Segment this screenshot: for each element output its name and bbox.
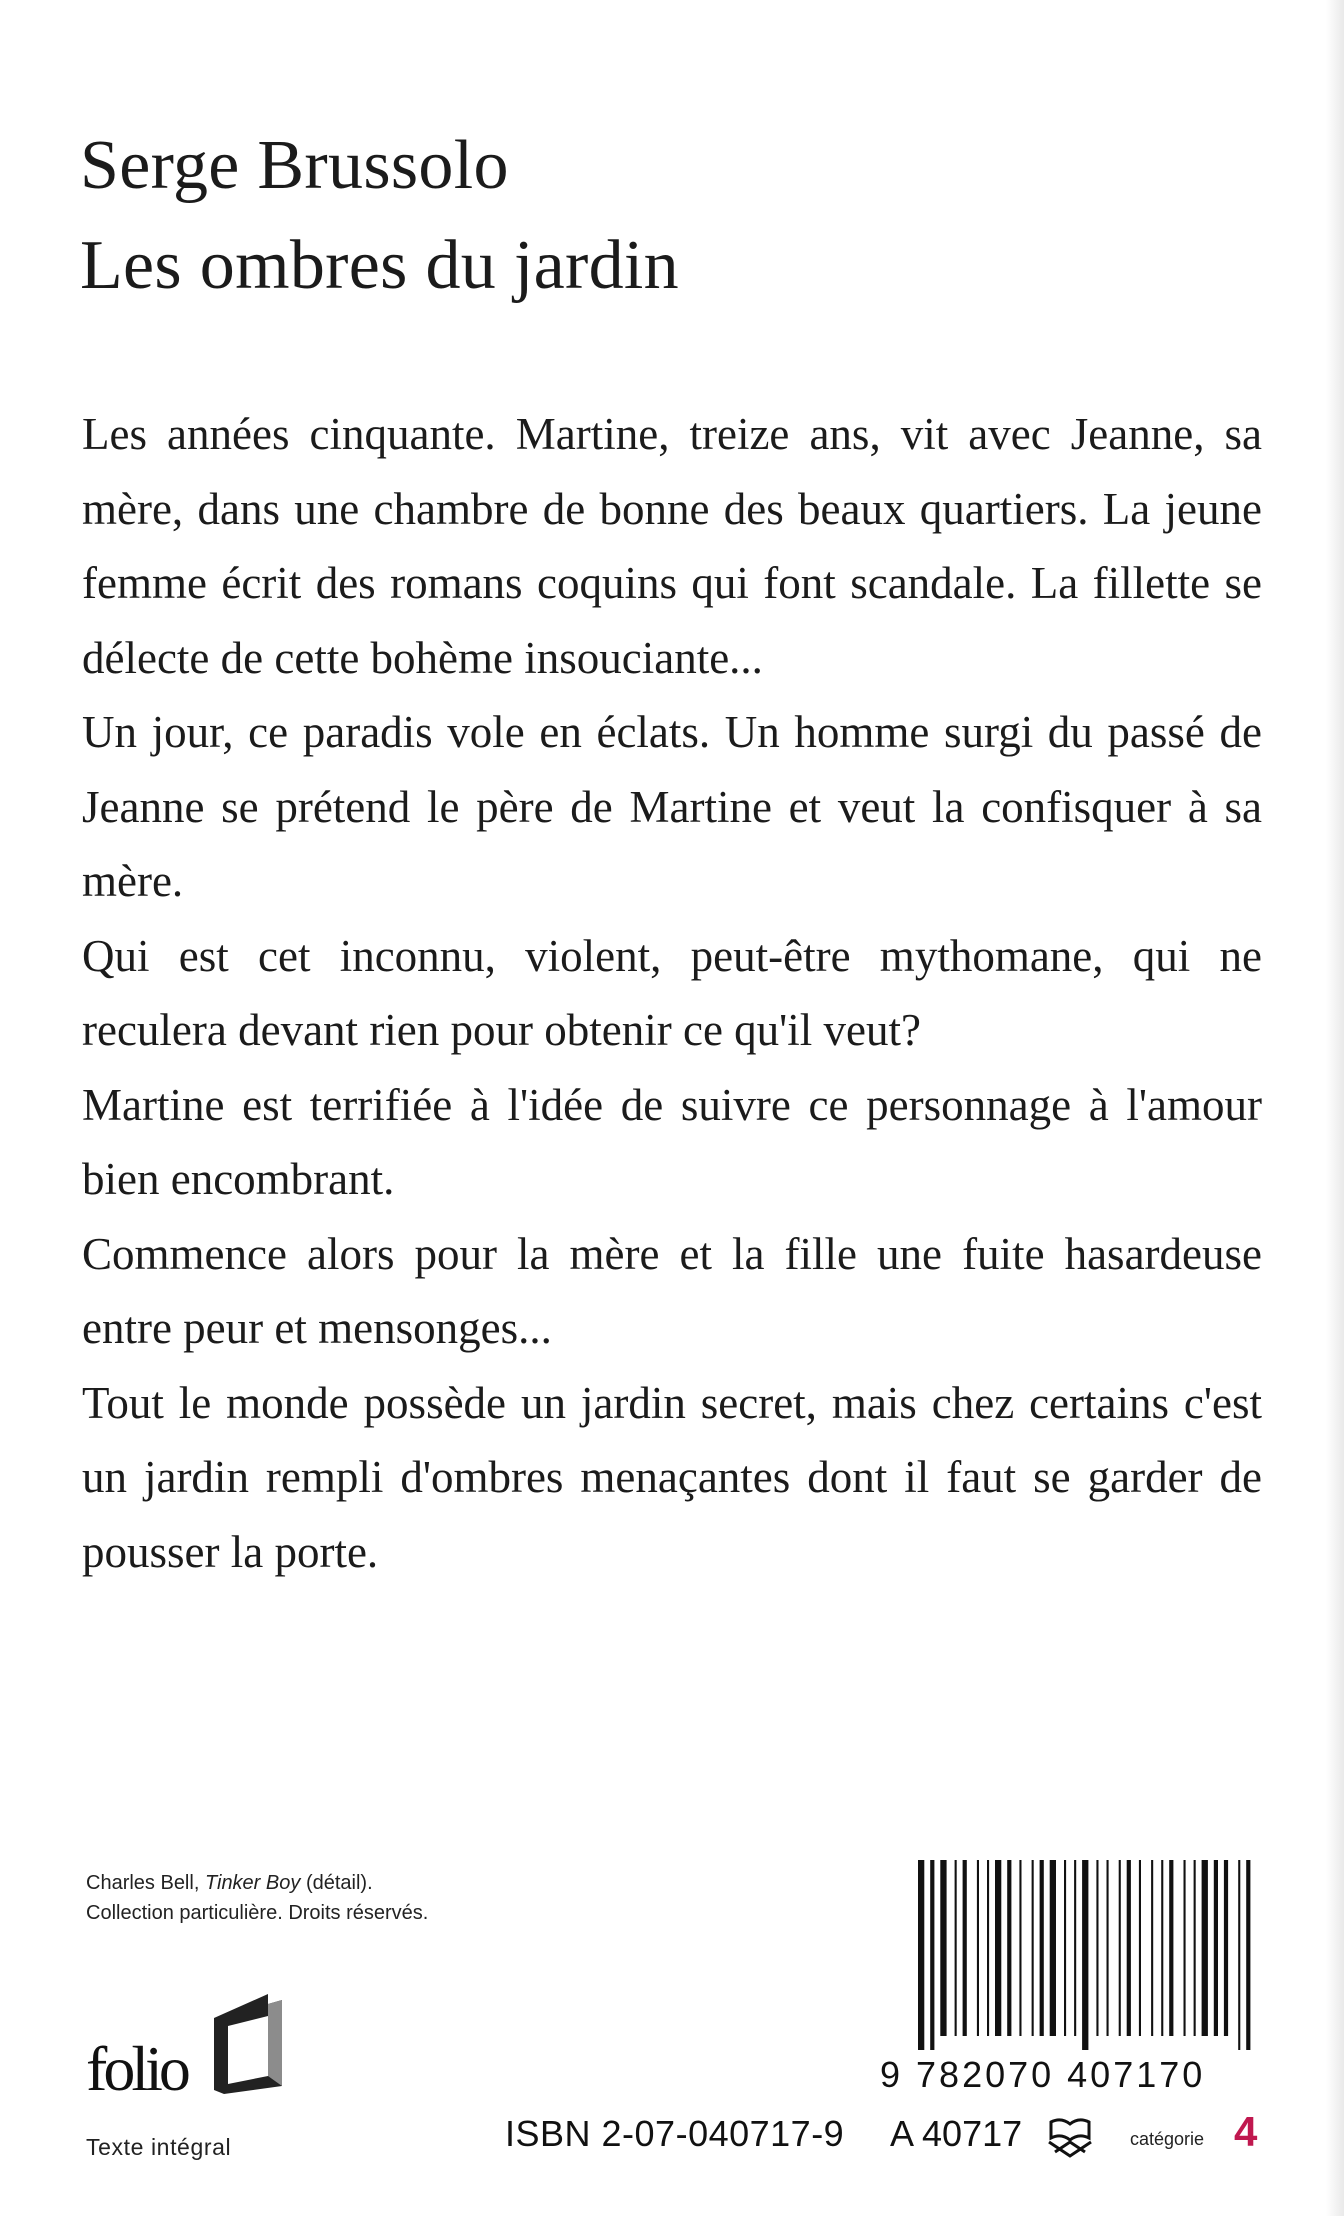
book-title: Les ombres du jardin — [80, 227, 679, 304]
catalog-code: A 40717 — [890, 2113, 1023, 2154]
blurb — [82, 397, 1262, 1589]
open-book-icon — [1045, 2112, 1095, 2162]
blurb-paragraph: Un jour, ce paradis vole en éclats. Un homme surgi du passé de Jeanne se prétend le père de Martine et veut la confisquer à sa mère. — [82, 707, 1262, 906]
barcode-icon — [918, 1860, 1264, 2050]
blurb-paragraph: Tout le monde possède un jardin secret, mais chez certains c'est un jardin rempli d'ombres menaçantes dont il faut se garder de pousser la porte. — [82, 1377, 1262, 1577]
isbn: ISBN 2-07-040717-9 — [505, 2113, 845, 2154]
blurb-paragraph: Qui est cet inconnu, violent, peut-être mythomane, qui ne reculera devant rien pour obtenir ce qu'il veut? — [82, 930, 1262, 1055]
blurb-paragraph: Commence alors pour la mère et la fille une fuite hasardeuse entre peur et mensonges... — [82, 1228, 1262, 1353]
folio-book-icon — [210, 1990, 290, 2096]
credit-detail: (détail). — [305, 1872, 373, 1894]
blurb-paragraph: Martine est terrifiée à l'idée de suivre ce personnage à l'amour bien encombrant. — [82, 1079, 1262, 1204]
barcode-digits: 9 782070 407170 — [880, 2054, 1206, 2095]
cover-art-credit — [86, 1868, 428, 1928]
folio-logo — [86, 1990, 306, 2120]
blurb-paragraph: Les années cinquante. Martine, treize ans, vit avec Jeanne, sa mère, dans une chambre de bonne des beaux quartiers. La jeune femme écrit des romans coquins qui font scandale. La fillette se délecte de cette bohème insouciante... — [82, 409, 1262, 683]
credit-line-1 — [86, 1868, 428, 1898]
author-name: Serge Brussolo — [80, 127, 509, 204]
category-label: catégorie — [1130, 2129, 1205, 2149]
credit-artwork: Tinker Boy — [204, 1872, 301, 1894]
credit-artist: Charles Bell, — [86, 1872, 200, 1894]
category-number: 4 — [1234, 2108, 1258, 2155]
credit-line-2: Collection particulière. Droits réservés. — [86, 1902, 429, 1924]
cover-edge-shadow — [1326, 0, 1344, 2216]
folio-wordmark: folio — [86, 2033, 187, 2104]
texte-integral-label: Texte intégral — [86, 2134, 232, 2160]
